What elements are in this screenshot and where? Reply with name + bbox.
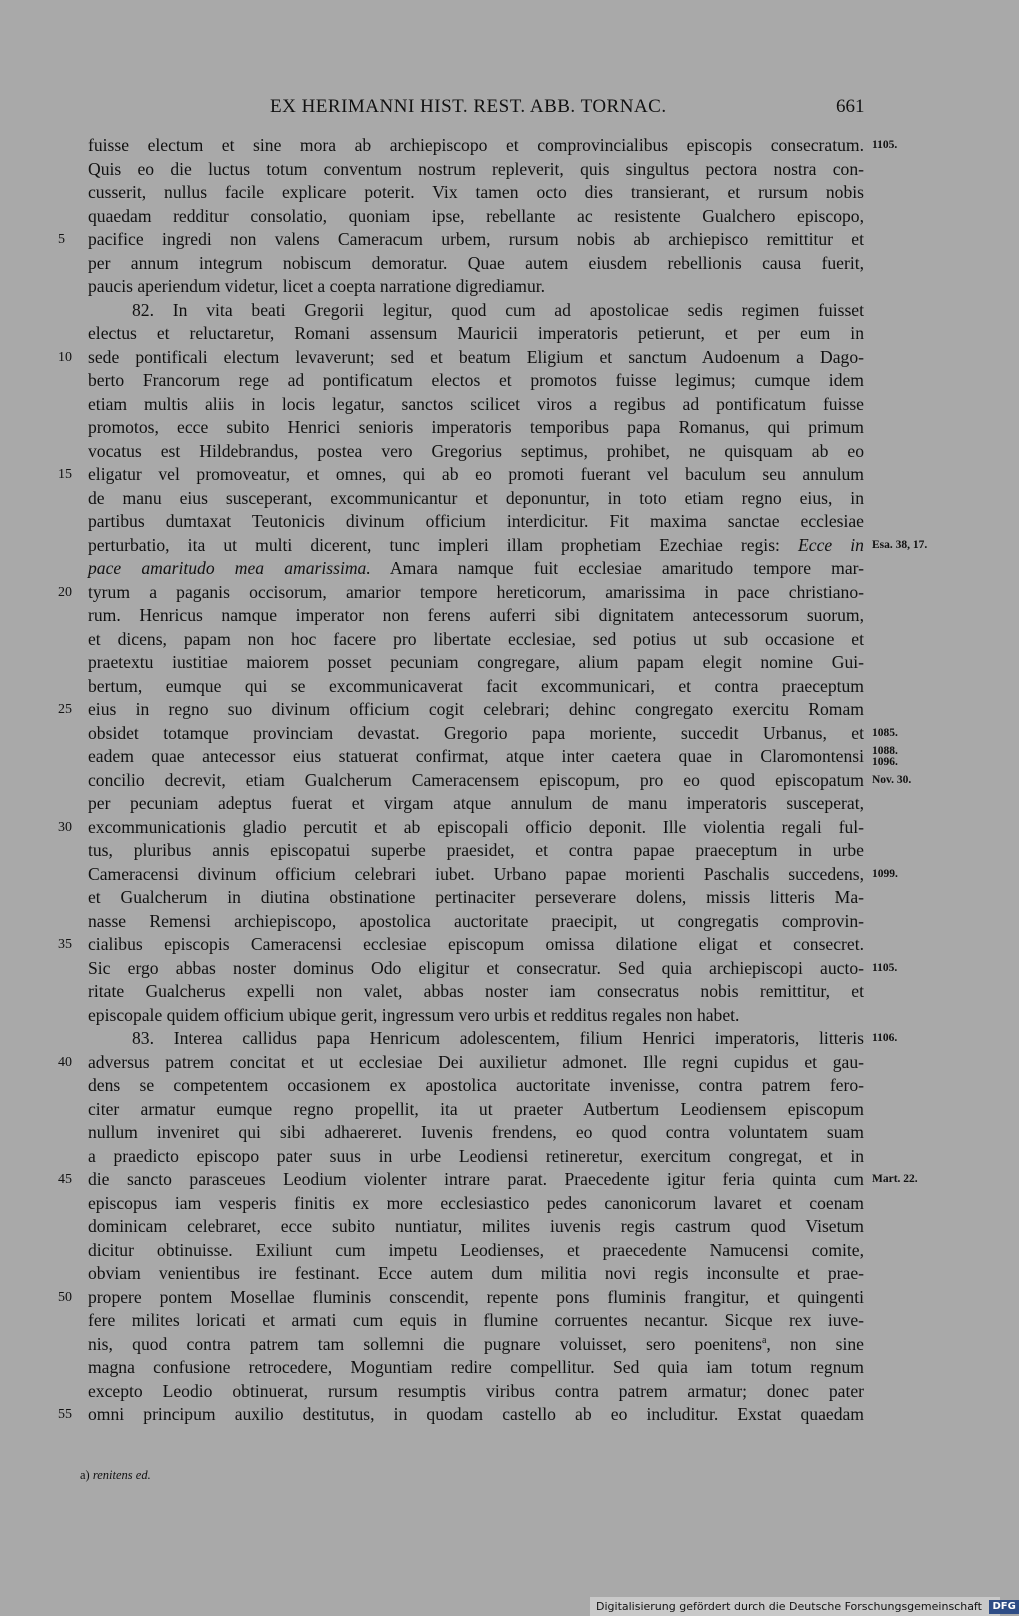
- text-line: [88, 1356, 864, 1380]
- line-text: praetextu iustitiae maiorem posset pecuniam congregare, alium papam elegit nomine Gui-: [88, 652, 864, 672]
- margin-note: [872, 746, 898, 768]
- line-text: paucis aperiendum videtur, licet a coepta narratione digrediamur.: [88, 276, 546, 296]
- body-text: [58, 134, 928, 1427]
- line-text: dominicam celebraret, ecce subito nuntiatur, milites iuvenis regis castrum quod Visetum: [88, 1216, 864, 1236]
- line-text: a praedicto episcopo pater suus in urbe Leodiensi retineretur, exercitum congregat, et in: [88, 1145, 864, 1166]
- text-line: [88, 957, 898, 981]
- line-number: 5: [58, 232, 65, 247]
- text-line: [88, 1333, 864, 1357]
- text-line: [58, 463, 864, 487]
- text-line: [88, 675, 864, 699]
- line-text: obviam venientibus ire festinant. Ecce autem dum militia novi regis inconsulte et prae-: [88, 1263, 864, 1283]
- text-line: [88, 322, 864, 346]
- text-line: [88, 1239, 864, 1263]
- line-text: obsidet totamque provinciam devastat. Gregorio papa moriente, succedit Urbanus, et: [88, 722, 864, 743]
- line-text: episcopale quidem officium ubique gerit, ingressum vero urbis et redditus regales non habet.: [88, 1004, 740, 1025]
- line-text: Amara namque fuit ecclesiae amaritudo tempore mar-: [389, 558, 864, 578]
- line-text: berto Francorum rege ad pontificatum electos et promotos fuisse legimus; cumque idem: [88, 370, 864, 390]
- line-text: perturbatio, ita ut multi dicerent, tunc impleri illam prophetiam Ezechiae regis:: [88, 534, 780, 555]
- line-text: per pecuniam adeptus fuerat et virgam atque annulum de manu imperatoris susceperat,: [88, 793, 864, 813]
- text-line: [88, 275, 864, 299]
- text-line: [88, 181, 864, 205]
- page-header: [0, 96, 1000, 122]
- running-title: EX HERIMANNI HIST. REST. ABB. TORNAC.: [270, 96, 667, 117]
- line-number: 45: [58, 1172, 72, 1187]
- margin-note: 1105.: [872, 139, 898, 151]
- line-text: et Gualcherum in diutina obstinatione pertinaciter perseverare dolens, missis litteris Ma-: [88, 887, 864, 907]
- line-text: cusserit, nullus facile explicare poterit. Vix tamen octo dies transierant, et rursum nobis: [88, 182, 864, 202]
- line-text: propere pontem Mosellae fluminis conscendit, repente pons fluminis frangitur, et quingenti: [88, 1286, 864, 1307]
- footnote-text: renitens ed.: [92, 1468, 151, 1482]
- margin-note: 1085.: [872, 726, 898, 739]
- text-line: [88, 1380, 864, 1404]
- text-line: [88, 1192, 864, 1216]
- line-text: die sancto parasceues Leodium violenter intrare parat. Praecedente igitur feria quinta cum: [88, 1169, 864, 1189]
- line-text: concilio decrevit, etiam Gualcherum Cameracensem episcopum, pro eo quod episcopatum: [88, 769, 864, 790]
- text-line: [88, 510, 864, 534]
- line-text: citer armatur eumque regno propellit, ita ut praeter Autbertum Leodiensem episcopum: [88, 1098, 864, 1119]
- line-text: Quis eo die luctus totum conventum nostrum repleverit, quis singultus pectora nostra con-: [88, 158, 864, 179]
- text-line: [88, 769, 912, 793]
- text-line: [88, 205, 864, 229]
- line-number: 50: [58, 1289, 72, 1305]
- text-line: [58, 1168, 918, 1192]
- text-line: [88, 1309, 864, 1333]
- credit-text: Digitalisierung gefördert durch die Deutsche Forschungsgemeinschaft: [596, 1600, 982, 1613]
- text-line: [88, 1145, 864, 1169]
- line-text: eadem quae antecessor eius statuerat confirmat, atque inter caetera quae in Claromontensi: [88, 746, 864, 766]
- line-text: tyrum a paganis occisorum, amarior tempore hereticorum, amarissima in pace christiano-: [88, 581, 864, 602]
- line-text: quaedam redditur consolatio, quoniam ipse, rebellante ac resistente Gualchero episcopo,: [88, 205, 864, 226]
- line-text: eius in regno suo divinum officium cogit celebrari; dehinc congregato exercitu Romam: [88, 699, 864, 719]
- text-line: [58, 933, 864, 957]
- line-text: et dicens, papam non hoc facere pro libertate ecclesiae, sed potius ut sub occasione et: [88, 628, 864, 649]
- line-text: nullum inveniret qui sibi adhaereret. Iuvenis frendens, eo quod contra voluntatem suam: [88, 1122, 864, 1142]
- line-text: de manu eius susceperant, excommunicantur et deponuntur, in toto etiam regno eius, in: [88, 487, 864, 508]
- text-line: [88, 910, 864, 934]
- margin-date: 1096.: [872, 756, 898, 768]
- line-text: excommunicationis gladio percutit et ab episcopali officio deponit. Ille violentia regali ful-: [88, 816, 864, 837]
- margin-note: 1099.: [872, 867, 898, 880]
- text-line: [88, 416, 864, 440]
- line-text: dens se competentem occasionem ex apostolica auctoritate invenisse, contra patrem fero-: [88, 1075, 864, 1095]
- line-text: nis, quod contra patrem tam sollemni die pugnare voluisset, sero poenitens: [88, 1333, 762, 1354]
- line-text: electus et reluctaretur, Romani assensum Mauricii imperatoris petierunt, et per eum in: [88, 323, 864, 343]
- text-line: [88, 487, 864, 511]
- text-line: [88, 628, 864, 652]
- line-text: bertum, eumque qui se excommunicaverat facit excommunicari, et contra praeceptum: [88, 675, 864, 696]
- line-text: per annum integrum nobiscum demoratur. Quae autem eiusdem rebellionis causa fuerit,: [88, 252, 864, 273]
- line-number: 15: [58, 467, 72, 482]
- line-text: fere milites loricati et armati cum equis in flumine corruentes necantur. Sicque rex iuve-: [88, 1310, 864, 1330]
- text-line: [88, 1074, 864, 1098]
- line-text: eligatur vel promoveatur, et omnes, qui ab eo promoti fuerant vel baculum seu annulum: [88, 464, 864, 484]
- text-line: [88, 604, 864, 628]
- line-number: 55: [58, 1407, 72, 1422]
- margin-note: Esa. 38, 17.: [872, 538, 928, 551]
- line-text: omni principum auxilio destitutus, in quodam castello ab eo includitur. Exstat quaedam: [88, 1404, 864, 1424]
- line-text: partibus dumtaxat Teutonicis divinum officium interdicitur. Fit maxima sanctae ecclesiae: [88, 511, 864, 531]
- text-line: [88, 134, 898, 158]
- text-line: [88, 440, 864, 464]
- quotation: pace amaritudo mea amarissima.: [88, 558, 371, 578]
- margin-note: 1106.: [872, 1032, 898, 1044]
- page-number: 661: [836, 96, 865, 117]
- line-text: tus, pluribus annis episcopatui superbe praesidet, et contra papae praeceptum in urbe: [88, 840, 864, 860]
- margin-note: Mart. 22.: [872, 1173, 918, 1185]
- line-text: 82. In vita beati Gregorii legitur, quod cum ad apostolicae sedis regimen fuisset: [132, 299, 864, 320]
- line-text: nasse Remensi archiepiscopo, apostolica auctoritate praecipit, ut congregatis comprovin-: [88, 910, 864, 931]
- line-text: pacifice ingredi non valens Cameracum urbem, rursum nobis ab archiepisco remittitur et: [88, 229, 864, 249]
- line-text: Cameracensi divinum officium celebrari iubet. Urbano papae morienti Paschalis succedens,: [88, 863, 864, 884]
- text-line: [88, 1215, 864, 1239]
- line-number: 30: [58, 819, 72, 835]
- text-line: [88, 980, 864, 1004]
- text-line: [88, 158, 864, 182]
- line-text-continued: , non sine: [766, 1333, 864, 1354]
- text-line: [88, 1121, 864, 1145]
- text-line: [88, 863, 898, 887]
- text-line: [58, 1051, 864, 1075]
- line-number: 25: [58, 702, 72, 717]
- line-text: fuisse electum et sine mora ab archiepiscopo et comprovincialibus episcopis consecratum.: [88, 135, 864, 155]
- line-text: rum. Henricus namque imperator non ferens auferri sibi dignitatem antecessorum suorum,: [88, 605, 864, 625]
- text-line: [88, 722, 898, 746]
- text-line: [58, 346, 864, 370]
- line-number: 35: [58, 937, 72, 952]
- digitization-credit: [590, 1597, 1016, 1616]
- margin-date: 1088.: [872, 745, 898, 757]
- line-text: adversus patrem concitat et ut ecclesiae Dei auxilietur admonet. Ille regni cupidus et gau-: [88, 1051, 864, 1072]
- line-text: vocatus est Hildebrandus, postea vero Gregorius septimus, prohibet, ne quisquam ab eo: [88, 440, 864, 461]
- text-line: [88, 299, 864, 323]
- text-line: [88, 651, 864, 675]
- line-text: magna confusione retrocedere, Moguntiam redire compellitur. Sed quia iam totum regnum: [88, 1357, 864, 1377]
- text-line: [88, 886, 864, 910]
- line-text: promotos, ecce subito Henrici senioris imperatoris temporibus papa Romanus, qui primum: [88, 417, 864, 437]
- text-line: [88, 1098, 864, 1122]
- text-line: [58, 228, 864, 252]
- text-line: [58, 698, 864, 722]
- text-line: [88, 1262, 864, 1286]
- text-line: [88, 1004, 864, 1028]
- margin-note: Nov. 30.: [872, 773, 912, 786]
- dfg-logo: DFG: [989, 1600, 1018, 1614]
- footnote: [80, 1468, 151, 1483]
- line-number: 10: [58, 349, 72, 365]
- line-number: 40: [58, 1054, 72, 1070]
- line-text: sede pontificali electum levaverunt; sed et beatum Eligium et sanctum Audoenum a Dago-: [88, 346, 864, 367]
- line-number: 20: [58, 584, 72, 600]
- text-line: [58, 581, 864, 605]
- line-text: Sic ergo abbas noster dominus Odo eligitur et consecratur. Sed quia archiepiscopi aucto-: [88, 957, 864, 978]
- line-text: dicitur obtinuisse. Exiliunt cum impetu Leodienses, et praecedente Namucensi comite,: [88, 1239, 864, 1260]
- line-text: 83. Interea callidus papa Henricum adolescentem, filium Henrici imperatoris, litteris: [132, 1028, 864, 1048]
- text-line: [88, 393, 864, 417]
- line-text: cialibus episcopis Cameracensi ecclesiae episcopum omissa dilatione eligat et consecret.: [88, 934, 864, 954]
- line-text: excepto Leodio obtinuerat, rursum resumptis viribus contra patrem armatur; donec pater: [88, 1380, 864, 1401]
- text-line: [58, 1286, 864, 1310]
- footnote-reference: a: [761, 1334, 767, 1346]
- text-line: [58, 1403, 864, 1427]
- text-line: [88, 745, 898, 769]
- margin-note: 1105.: [872, 961, 898, 974]
- text-line: [88, 557, 864, 581]
- line-text: ritate Gualcherus expelli non valet, abbas noster iam consecratus nobis remittitur, et: [88, 981, 864, 1001]
- text-line: [58, 816, 864, 840]
- text-line: [88, 792, 864, 816]
- text-line: [88, 1027, 898, 1051]
- text-line: [88, 369, 864, 393]
- footnote-marker: a): [80, 1468, 90, 1482]
- line-text: episcopus iam vesperis finitis ex more ecclesiastico pedes canonicorum lavaret et coenam: [88, 1192, 864, 1213]
- quotation: Ecce in: [798, 534, 864, 555]
- text-line: [88, 534, 928, 558]
- text-line: [88, 839, 864, 863]
- text-line: [88, 252, 864, 276]
- line-text: etiam multis aliis in locis legatur, sanctos scilicet viros a regibus ad pontificatum fuisse: [88, 393, 864, 414]
